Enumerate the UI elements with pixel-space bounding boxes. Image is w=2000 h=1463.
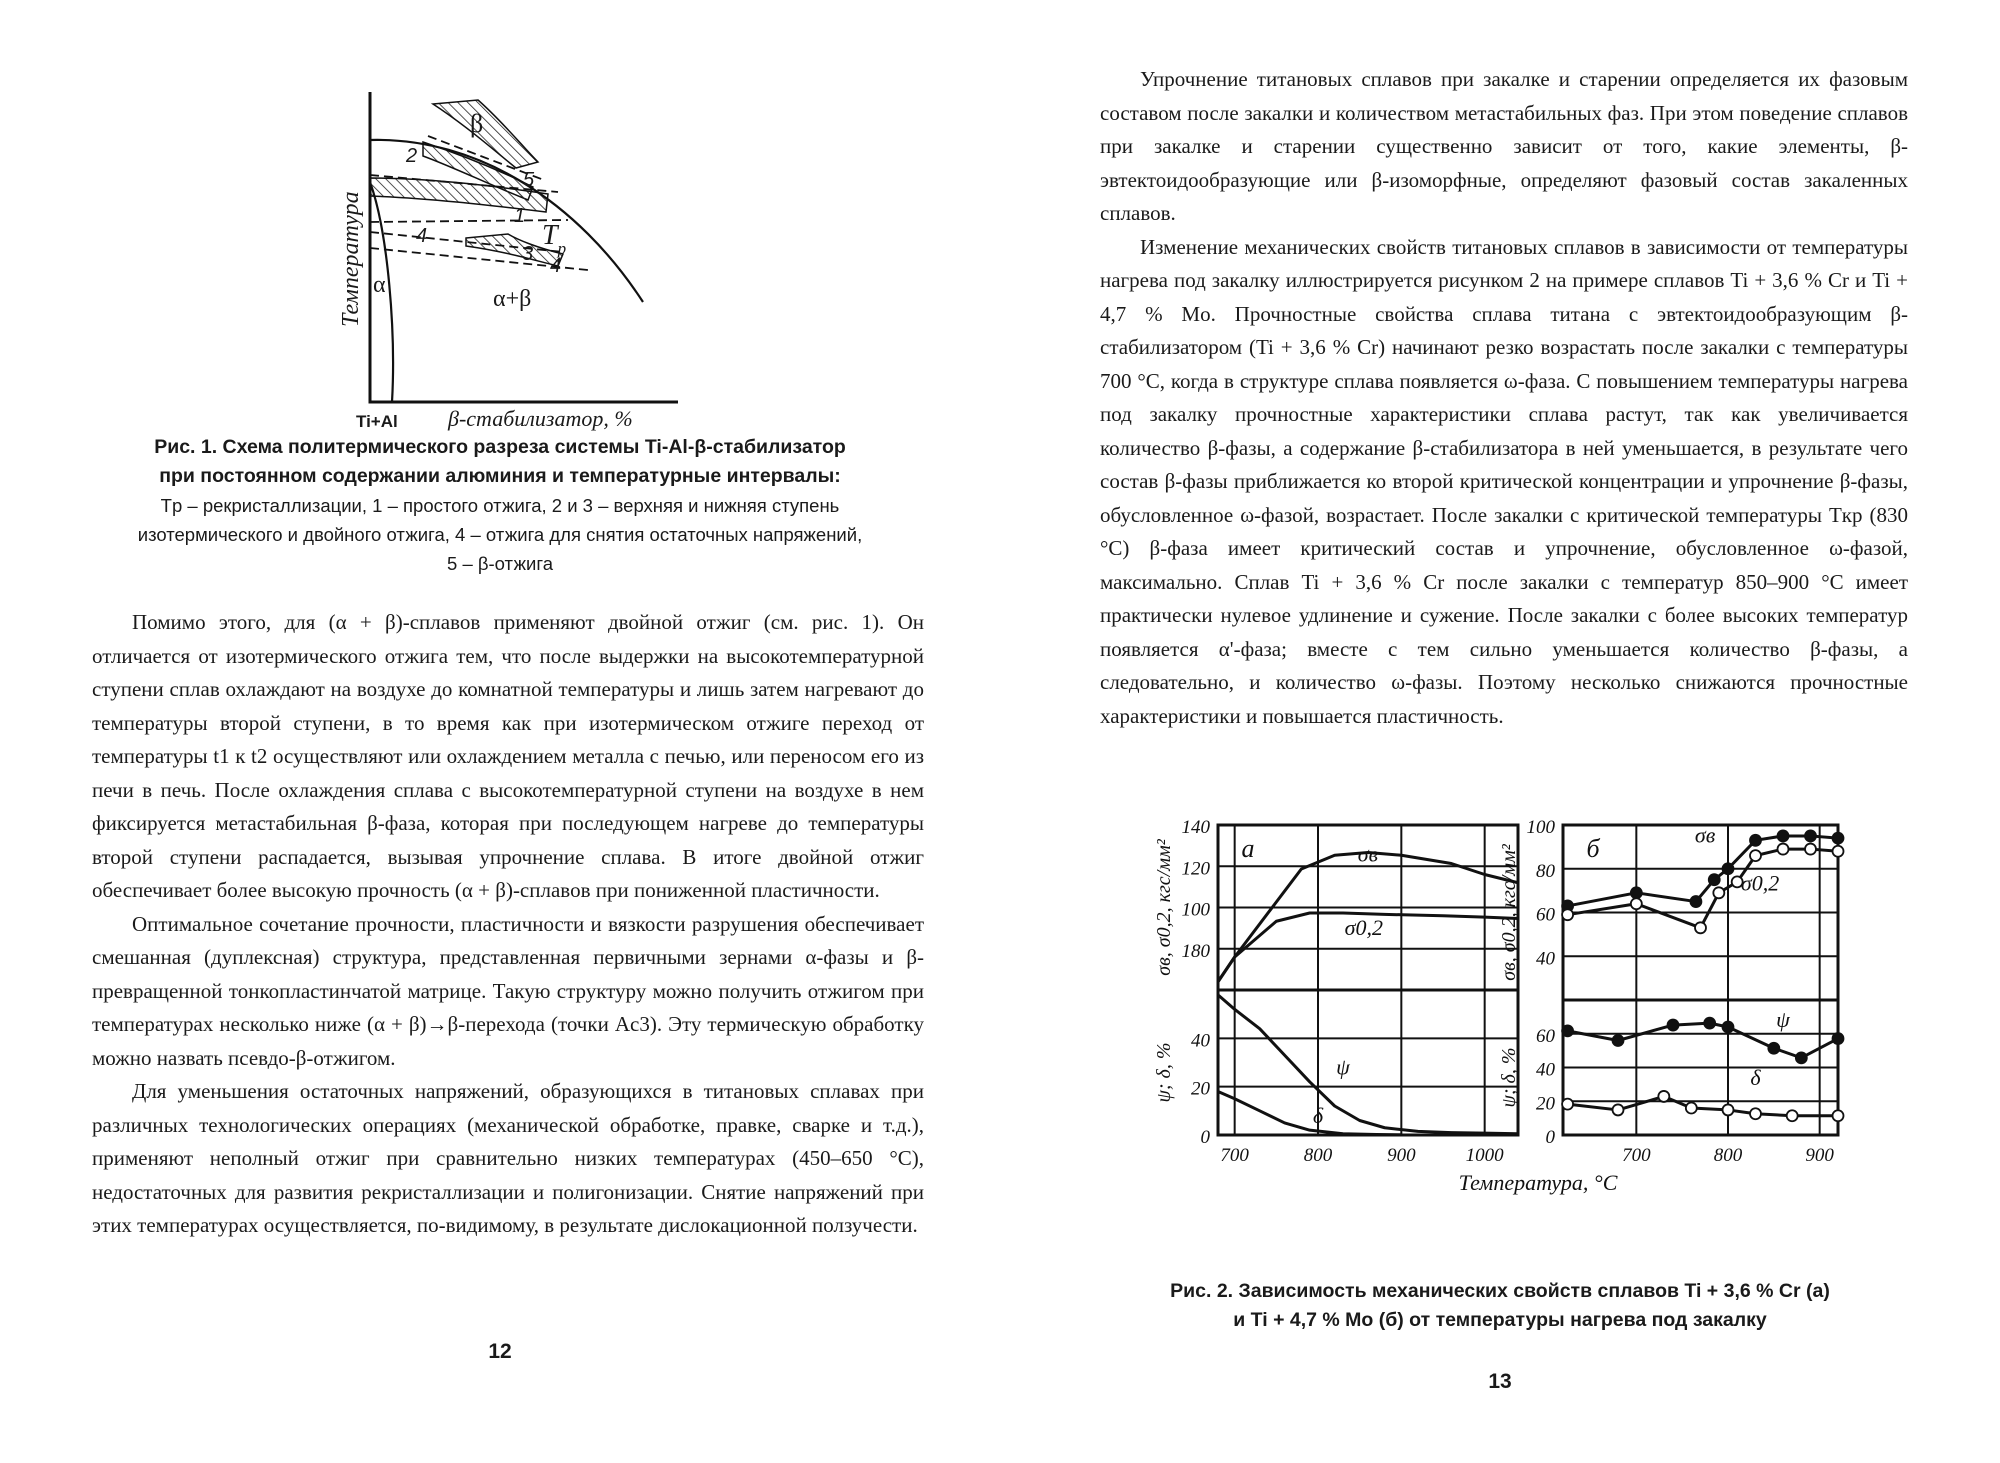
- panel-b-top-point-0-1: [1631, 887, 1642, 898]
- region-alpha-beta-label: α+β: [493, 286, 532, 312]
- figure-2-caption-line-1: Рис. 2. Зависимость механических свойств сплавов Ti + 3,6 % Cr (а): [1170, 1280, 1830, 1302]
- panel-a-ytick-top-1: 120: [1181, 858, 1210, 880]
- panel-b-bottom-point-0-7: [1833, 1033, 1844, 1044]
- panel-b-top-point-0-3: [1709, 874, 1720, 885]
- curve-label-4-right: 4: [550, 255, 562, 277]
- page-right: [1000, 0, 2000, 1463]
- panel-b-top-point-0-4: [1723, 863, 1734, 874]
- panel-b-bottom-point-1-6: [1787, 1110, 1798, 1121]
- panel-a-ytick-top-2: 100: [1181, 899, 1210, 921]
- panel-a-ylabel-top: σв, σ0,2, кгс/мм²: [1153, 839, 1175, 976]
- panel-b-xtick-0: 700: [1622, 1145, 1651, 1166]
- panel-b-bottom-point-1-4: [1723, 1104, 1734, 1115]
- panel-a-bottom-line-1: [1218, 1092, 1401, 1135]
- panel-b-series-label-bottom-0: ψ: [1776, 1007, 1790, 1032]
- panel-a-ytick-bottom-2: 0: [1200, 1127, 1210, 1148]
- panel-b-top-point-0-8: [1833, 833, 1844, 844]
- page-number-right: 13: [1488, 1370, 1512, 1393]
- left-paragraph-2: Оптимальное сочетание прочности, пластичности и вязкости разрушения обеспечивает смешанная (дуплексная) структура, представленная первичными зернами α-фазы и β-превращенной тонкопластинчатой матрице. Такую структуру можно получить отжигом при температурах несколько ниже (α + β)→β-перехода (точки Ac3). Эту термическую обработку можно назвать псевдо-β-отжигом.: [92, 911, 924, 1070]
- figure-2-charts: [1118, 795, 1858, 1265]
- panel-b-top-point-1-0: [1562, 909, 1573, 920]
- panel-b-series-label-bottom-1: δ: [1750, 1064, 1761, 1090]
- origin-label: Ti+Al: [356, 412, 398, 431]
- panel-a-series-label-top-1: σ0,2: [1344, 915, 1384, 940]
- panel-b-xtick-2: 900: [1805, 1145, 1834, 1166]
- panel-b-bottom-point-0-3: [1704, 1018, 1715, 1029]
- panel-a-ylabel-bottom: ψ; δ, %: [1153, 1042, 1175, 1103]
- figure-1-caption-line-5: 5 – β-отжига: [447, 553, 553, 574]
- right-paragraph-1: Упрочнение титановых сплавов при закалке и старении определяется их фазовым составом после закалки и количеством метастабильных фаз. При этом поведение сплавов при закалке и старении существенно зависит от того, какие элементы, β-эвтектоидообразующие или β-изоморфные, определяют фазовый состав закаленных сплавов.: [1100, 67, 1908, 225]
- panel-b-ylabel-bottom: ψ; δ, %: [1498, 1047, 1520, 1108]
- panel-b-letter: б: [1586, 834, 1600, 863]
- panel-b-ytick-bottom-2: 20: [1536, 1093, 1555, 1115]
- panel-b-top-point-1-5: [1750, 850, 1761, 861]
- panel-a-series-label-top-0: σв: [1357, 841, 1379, 867]
- panel-b-top-line-1: [1568, 849, 1838, 928]
- right-paragraph-2: Изменение механических свойств титановых сплавов в зависимости от температуры нагрева под закалку иллюстрируется рисунком 2 на примере сплавов Ti + 3,6 % Cr и Ti + 4,7 % Mo. Прочностные свойства сплава титана с эвтектоидообразующим β-стабилизатором (Ti + 3,6 % Cr) начинают резко возрастать после закалки с температуры 700 °С, когда в структуре сплава появляется ω-фаза. С повышением температуры нагрева под закалку прочностные характеристики сплава растут, так как увеличивается количество β-фазы, а содержание β-стабилизатора в ней уменьшается, в результате чего состав β-фазы приближается ко второй критической концентрации и упрочнение β-фазы, обусловленное ω-фазой, возрастает. После закалки с критической температуры Tкр (830 °С) β-фаза имеет критический состав и упрочнение, обусловленное ω-фазой, максимально. Сплав Ti + 3,6 % Cr после закалки с температур 850–900 °С имеет практически нулевое удлинение и сужение. После закалки с более высоких температур появляется α'-фаза; вместе с тем сильно уменьшается количество β-фазы, а следовательно, и количество ω-фазы. Поэтому несколько снижаются прочностные характеристики и повышается пластичность.: [1100, 234, 1908, 728]
- panel-b-bottom-point-0-4: [1723, 1022, 1734, 1033]
- left-body-text: [92, 606, 924, 1243]
- figure-2-caption-line-2: и Ti + 4,7 % Mo (б) от температуры нагрева под закалку: [1233, 1309, 1767, 1331]
- panel-b-ytick-top-0: 100: [1526, 817, 1555, 838]
- panel-a-ytick-bottom-0: 40: [1191, 1030, 1210, 1052]
- panel-a-series-label-bottom-1: δ: [1312, 1102, 1324, 1128]
- panel-b-top-point-0-7: [1805, 830, 1816, 841]
- tp-letter: T: [542, 220, 558, 251]
- panel-a-xtick-0: 700: [1220, 1145, 1249, 1166]
- panel-a-xtick-2: 900: [1387, 1145, 1416, 1166]
- panel-b-top-point-1-2: [1695, 922, 1706, 933]
- panel-b-top-point-1-8: [1833, 846, 1844, 857]
- panel-a-series-label-bottom-0: ψ: [1336, 1054, 1350, 1080]
- panel-b-bottom-point-1-1: [1613, 1104, 1624, 1115]
- region-alpha-label: α: [373, 272, 386, 298]
- phase-diagram-svg: [318, 82, 718, 434]
- panel-b-bottom-line-0: [1568, 1023, 1838, 1058]
- tp-dash-line: [370, 220, 568, 222]
- panel-a-xtick-3: 1000: [1465, 1145, 1504, 1166]
- panel-b-bottom-point-1-5: [1750, 1108, 1761, 1119]
- panel-b-top-point-1-1: [1631, 898, 1642, 909]
- x-axis-label: β-стабилизатор, %: [448, 406, 633, 431]
- figure-2-caption: [1110, 1277, 1890, 1335]
- figure-1-caption: [50, 433, 950, 578]
- panel-b-top-point-1-7: [1805, 844, 1816, 855]
- panel-b-top-point-0-5: [1750, 835, 1761, 846]
- panel-b-bottom-point-1-7: [1833, 1110, 1844, 1121]
- figure-1-phase-diagram: [318, 82, 718, 434]
- panel-b-bottom-point-0-0: [1562, 1025, 1573, 1036]
- panel-b-bottom-point-0-5: [1768, 1043, 1779, 1054]
- curve-label-1: 1: [514, 205, 526, 227]
- panel-b-ytick-bottom-1: 40: [1536, 1059, 1555, 1081]
- panel-b-bottom-point-0-6: [1796, 1052, 1807, 1063]
- right-body-text: [1100, 63, 1908, 733]
- panel-b-bottom-point-1-2: [1658, 1091, 1669, 1102]
- panel-a-ytick-bottom-1: 20: [1191, 1078, 1210, 1100]
- panel-b-bottom-point-0-1: [1613, 1035, 1624, 1046]
- panel-b-xtick-1: 800: [1713, 1145, 1743, 1166]
- panel-a-letter: а: [1241, 834, 1255, 863]
- curve-label-4-left: 4: [416, 225, 428, 247]
- panel-a-ytick-top-0: 140: [1181, 817, 1210, 838]
- curve-label-2: 2: [406, 145, 418, 167]
- panel-b-ytick-bottom-3: 0: [1545, 1127, 1555, 1148]
- panel-b-ytick-top-1: 80: [1536, 860, 1555, 882]
- panel-b-ytick-top-3: 40: [1536, 948, 1555, 970]
- curve-label-3: 3: [522, 243, 534, 265]
- tp-subscript: p: [557, 239, 567, 258]
- region-beta-label: β: [470, 109, 484, 138]
- figure-1-caption-title-1: Рис. 1. Схема политермического разреза системы Ti-Al-β-стабилизатор: [154, 436, 846, 458]
- figure-1-caption-line-3: Tp – рекристаллизации, 1 – простого отжига, 2 и 3 – верхняя и нижняя ступень: [160, 495, 840, 516]
- left-paragraph-3: Для уменьшения остаточных напряжений, образующихся в титановых сплавах при различных технологических операциях (механической обработке, правке, сварке и т.д.), применяют неполный отжиг при сравнительно низких температурах (450–650 °С), недостаточных для развития рекристаллизации и полигонизации. Снятие напряжений при этих температурах осуществляется, по-видимому, в результате дислокационной ползучести.: [92, 1079, 924, 1237]
- panel-b-top-point-0-2: [1690, 896, 1701, 907]
- y-axis-label: Температура: [338, 191, 364, 327]
- panel-b-top-point-1-6: [1778, 844, 1789, 855]
- panel-b-top-point-0-6: [1778, 830, 1789, 841]
- panel-a-ytick-top-3: 180: [1181, 940, 1210, 962]
- left-paragraph-1: Помимо этого, для (α + β)-сплавов применяют двойной отжиг (см. рис. 1). Он отличается от изотермического отжига тем, что после выдержки на высокотемпературной ступени сплав охлаждают на воздухе до комнатной температуры и лишь затем нагревают до температуры второй ступени, в то время как при изотермическом отжиге переход от температуры t1 к t2 осуществляют или охлаждением металла с печью, или переносом его из печи в печь. После охлаждения сплава с высокотемпературной ступени на воздухе в нем фиксируется метастабильная β-фаза, которая при последующем нагреве до температуры второй ступени распадается, вызывая упрочнение сплава. В итоге двойной отжиг обеспечивает более высокую прочность (α + β)-сплавов при пониженной пластичности.: [92, 610, 924, 902]
- panel-b-bottom-point-1-3: [1686, 1103, 1697, 1114]
- figure-1-caption-title-2: при постоянном содержании алюминия и температурные интервалы:: [159, 465, 841, 487]
- panel-a-xtick-1: 800: [1303, 1145, 1333, 1166]
- panel-b-series-label-top-0: σв: [1694, 822, 1716, 848]
- panel-b-bottom-point-0-2: [1668, 1020, 1679, 1031]
- panel-b-series-label-top-1: σ0,2: [1740, 870, 1780, 896]
- panel-b-top-point-1-3: [1713, 887, 1724, 898]
- panel-b-ytick-bottom-0: 60: [1536, 1025, 1555, 1047]
- panel-b-bottom-point-1-0: [1562, 1099, 1573, 1110]
- figure-1-caption-line-4: изотермического и двойного отжига, 4 – отжига для снятия остаточных напряжений,: [137, 524, 863, 545]
- page-number-left: 12: [488, 1340, 512, 1363]
- panel-b-frame: [1563, 822, 1838, 1135]
- panel-b-ytick-top-2: 60: [1536, 904, 1555, 926]
- x-axis-title: Температура, °С: [1458, 1170, 1618, 1195]
- panel-b-ylabel-top: σв, σ0,2, кгс/мм²: [1498, 844, 1520, 981]
- curve-label-5: 5: [523, 169, 535, 191]
- figure-2-svg: [1118, 795, 1858, 1265]
